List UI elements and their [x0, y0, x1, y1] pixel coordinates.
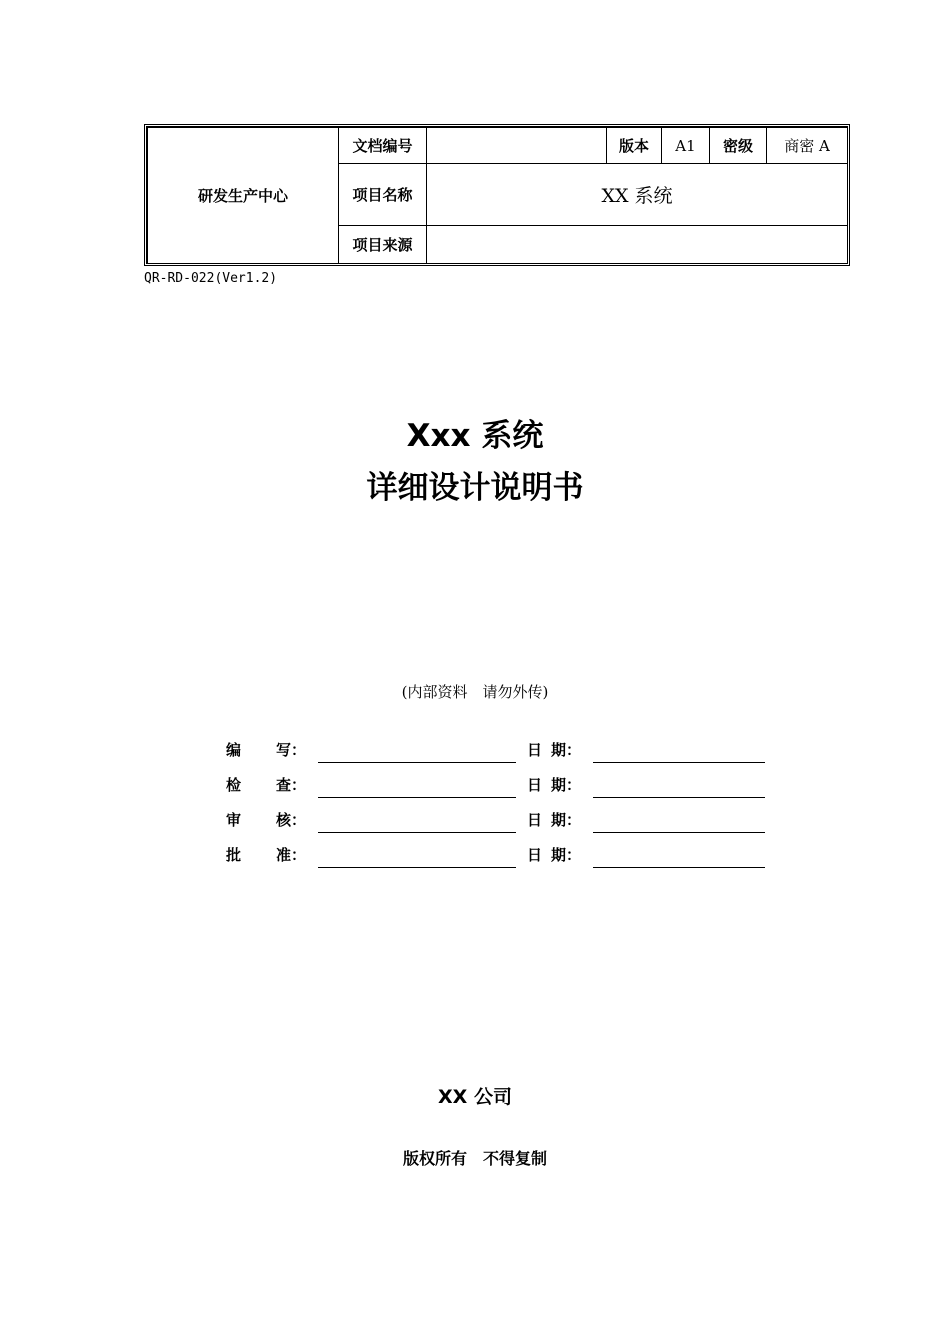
- confidential-notice: (内部资料 请勿外传): [401, 683, 549, 701]
- date-line[interactable]: [593, 867, 765, 868]
- document-title-line2: 详细设计说明书: [366, 470, 584, 506]
- signoff-row-checker: [0, 770, 950, 800]
- document-header-table: [144, 124, 850, 266]
- doc-no-label: 文档编号: [339, 128, 427, 164]
- signoff-label-char: 审: [226, 811, 242, 829]
- signoff-row-reviewer: [0, 805, 950, 835]
- signature-line[interactable]: [318, 797, 516, 798]
- company-name: XX 公司: [438, 1086, 512, 1108]
- signature-line[interactable]: [318, 832, 516, 833]
- date-label-char: 日: [527, 741, 543, 759]
- signoff-row-approver: [0, 840, 950, 870]
- date-line[interactable]: [593, 797, 765, 798]
- date-label-char: 日: [527, 846, 543, 864]
- date-line[interactable]: [593, 762, 765, 763]
- signoff-row-author: [0, 735, 950, 765]
- version-label: 版本: [607, 128, 662, 164]
- version-value: A1: [662, 128, 710, 164]
- project-source-value: [427, 226, 848, 264]
- signature-line[interactable]: [318, 867, 516, 868]
- copyright-notice: 版权所有 不得复制: [402, 1149, 547, 1168]
- department-cell: 研发生产中心: [148, 128, 339, 264]
- signoff-label-char: 批: [226, 846, 242, 864]
- project-name-value: XX 系统: [427, 164, 848, 226]
- form-code: QR-RD-022(Ver1.2): [144, 271, 278, 286]
- signoff-label-char: 核：: [276, 811, 307, 829]
- project-name-label: 项目名称: [339, 164, 427, 226]
- doc-no-value: [427, 128, 607, 164]
- date-label-char: 期：: [551, 846, 582, 864]
- date-label-char: 日: [527, 811, 543, 829]
- date-line[interactable]: [593, 832, 765, 833]
- signoff-label-char: 检: [226, 776, 242, 794]
- security-value: 商密 A: [767, 128, 848, 164]
- date-label-char: 期：: [551, 811, 582, 829]
- date-label-char: 日: [527, 776, 543, 794]
- date-label-char: 期：: [551, 741, 582, 759]
- document-title-line1: Xxx 系统: [406, 418, 544, 454]
- security-label: 密级: [710, 128, 767, 164]
- signoff-label-char: 编: [226, 741, 242, 759]
- signoff-label-char: 写：: [276, 741, 307, 759]
- signature-line[interactable]: [318, 762, 516, 763]
- signoff-label-char: 准：: [276, 846, 307, 864]
- project-source-label: 项目来源: [339, 226, 427, 264]
- date-label-char: 期：: [551, 776, 582, 794]
- signoff-label-char: 查：: [276, 776, 307, 794]
